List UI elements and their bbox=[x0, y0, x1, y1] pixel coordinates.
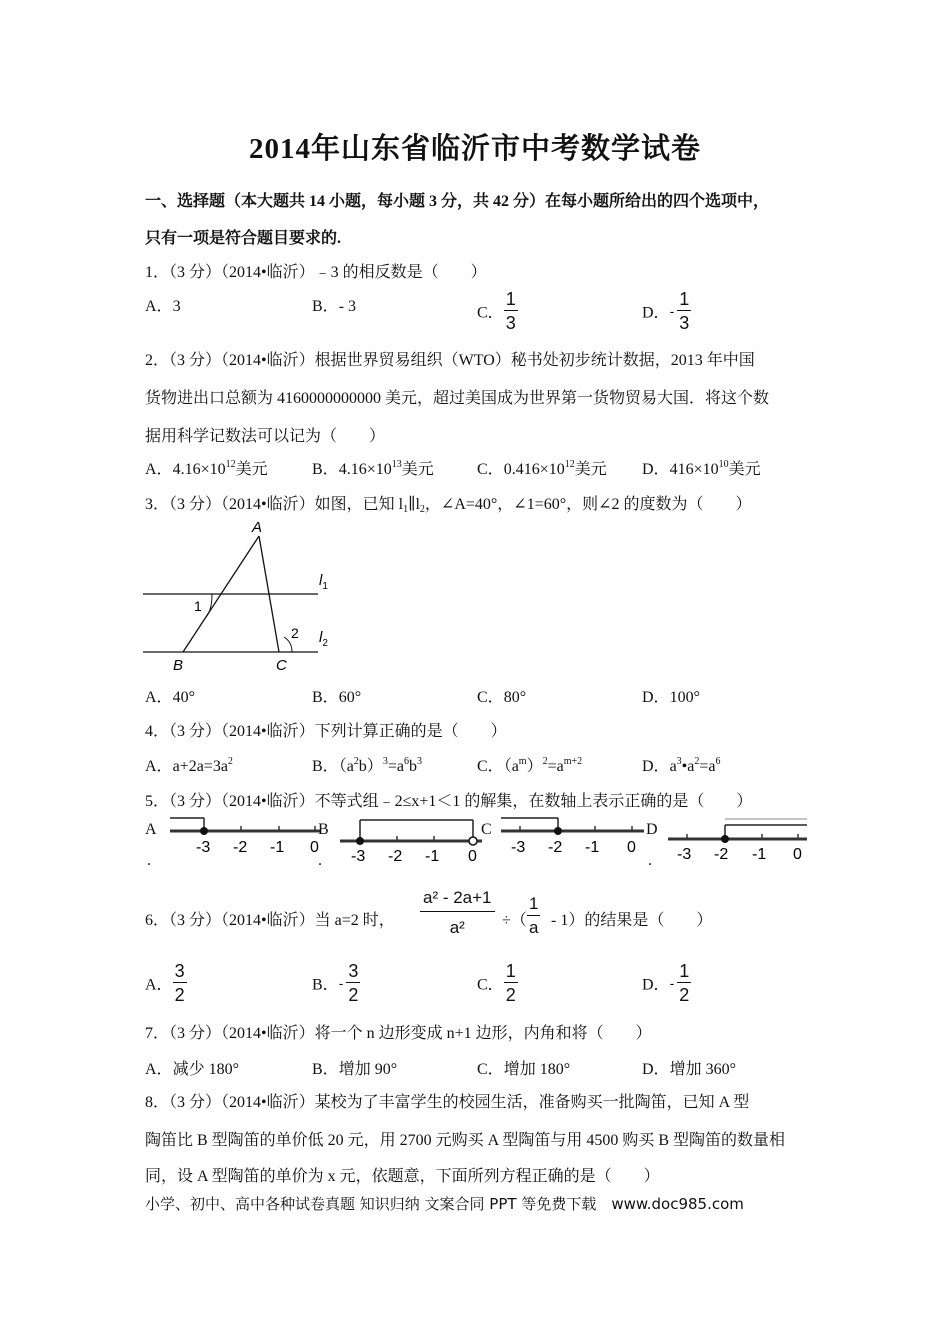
q5-option-c-label: C bbox=[481, 821, 492, 838]
q7-option-d bbox=[642, 1056, 736, 1079]
denominator: 3 bbox=[679, 313, 690, 333]
exponent: 6 bbox=[403, 756, 409, 767]
option-label: C． bbox=[477, 976, 504, 994]
fraction bbox=[346, 962, 360, 1004]
minus-sign: - bbox=[338, 975, 344, 991]
option-base: 0.416×10 bbox=[503, 461, 565, 478]
q1-stem: 1．（3 分）（2014•临沂）﹣3 的相反数是（ ） bbox=[145, 264, 487, 281]
exponent: m+2 bbox=[563, 756, 583, 767]
option-value: 增加 360° bbox=[669, 1061, 736, 1078]
label-l2: $l_2$ bbox=[319, 629, 328, 649]
q6-option-c bbox=[477, 962, 518, 1004]
expr: =a bbox=[547, 758, 564, 775]
unit: 美元 bbox=[728, 461, 761, 478]
option-label: A． bbox=[145, 976, 173, 994]
exponent: 2 bbox=[694, 756, 700, 767]
section-heading-line1: 一、选择题（本大题共 14 小题，每小题 3 分，共 42 分）在每小题所给出的四个选项中， bbox=[145, 193, 770, 210]
tick-label: -1 bbox=[425, 848, 440, 865]
q5-option-a-dot: . bbox=[147, 852, 151, 869]
tick-label: -1 bbox=[752, 846, 767, 863]
option-label: B． bbox=[312, 976, 339, 994]
q5-option-d-label: D bbox=[646, 821, 658, 838]
expr: a+2a=3a bbox=[172, 758, 228, 775]
numerator: 1 bbox=[679, 961, 690, 981]
fraction bbox=[677, 962, 691, 1004]
option-label: C． bbox=[477, 758, 504, 775]
option-label: D． bbox=[642, 304, 670, 322]
q8-stem-line1: 8．（3 分）（2014•临沂）某校为了丰富学生的校园生活，准备购买一批陶笛，已知 A 型 bbox=[145, 1094, 750, 1111]
numerator: 3 bbox=[348, 961, 359, 981]
option-label: B． bbox=[312, 689, 339, 706]
q6-option-a bbox=[145, 962, 187, 1004]
q5-number-line-d bbox=[665, 813, 810, 863]
q6-inner-fraction bbox=[527, 895, 540, 937]
q2-option-a bbox=[145, 456, 268, 479]
tick-label: -3 bbox=[196, 839, 211, 856]
q2-stem-line2: 货物进出口总额为 4160000000000 美元，超过美国成为世界第一货物贸易大国．将这个数 bbox=[145, 390, 770, 407]
numerator: 3 bbox=[174, 961, 185, 981]
q2-option-d bbox=[642, 456, 761, 479]
numerator: 1 bbox=[505, 289, 516, 309]
exponent: 3 bbox=[382, 756, 388, 767]
q5-option-d-dot: . bbox=[648, 852, 652, 869]
exponent: 13 bbox=[391, 459, 402, 470]
exponent: 2 bbox=[542, 756, 548, 767]
option-value: 减少 180° bbox=[172, 1061, 239, 1078]
option-value: - 3 bbox=[338, 298, 357, 315]
unit: 美元 bbox=[401, 461, 434, 478]
option-label: D． bbox=[642, 461, 670, 478]
hollow-dot bbox=[469, 837, 477, 845]
footer-text: 小学、初中、高中各种试卷真题 知识归纳 文案合同 PPT 等免费下载 www.doc985.com bbox=[145, 1195, 744, 1213]
option-label: A． bbox=[145, 689, 173, 706]
tick-label: -2 bbox=[714, 846, 729, 863]
solid-dot bbox=[356, 837, 364, 845]
tick-label: -2 bbox=[388, 848, 403, 865]
angle-1-arc bbox=[206, 594, 212, 617]
expr: b bbox=[408, 758, 417, 775]
option-value: 40° bbox=[172, 689, 195, 706]
q4-stem: 4．（3 分）（2014•临沂）下列计算正确的是（ ） bbox=[145, 723, 507, 740]
option-label: A． bbox=[145, 298, 173, 315]
q4-option-a bbox=[145, 753, 233, 776]
option-label: D． bbox=[642, 689, 670, 706]
exponent: 3 bbox=[416, 756, 422, 767]
tick-label: 0 bbox=[793, 846, 802, 863]
denominator: a² bbox=[449, 918, 465, 937]
q6-stem-divide: ÷（ bbox=[502, 912, 527, 929]
denominator: 3 bbox=[505, 313, 516, 333]
expr: （a bbox=[503, 758, 519, 775]
option-value: 3 bbox=[172, 298, 181, 315]
q2-option-b bbox=[312, 456, 434, 479]
option-label: A． bbox=[145, 1061, 173, 1078]
fraction bbox=[173, 962, 187, 1004]
exponent: 12 bbox=[564, 459, 575, 470]
expr: •a bbox=[681, 758, 695, 775]
fraction bbox=[504, 290, 518, 332]
stem-text: 3．（3 分）（2014•临沂）如图，已知 l bbox=[145, 496, 404, 513]
option-label: B． bbox=[312, 758, 339, 775]
numerator: 1 bbox=[679, 289, 690, 309]
tick-label: -1 bbox=[585, 839, 600, 856]
exponent: 6 bbox=[715, 756, 721, 767]
subscript: 1 bbox=[403, 504, 409, 515]
q3-option-b bbox=[312, 684, 361, 707]
q6-option-b bbox=[312, 962, 360, 1004]
q4-option-d bbox=[642, 753, 721, 776]
minus-sign: - bbox=[669, 975, 675, 991]
q8-stem-line3: 同，设 A 型陶笛的单价为 x 元，依题意，下面所列方程正确的是（ ） bbox=[145, 1168, 660, 1185]
expr: ） bbox=[526, 758, 543, 775]
subscript: 2 bbox=[419, 504, 425, 515]
tick-label: 0 bbox=[627, 839, 636, 856]
q3-geometry-figure bbox=[140, 518, 340, 676]
q2-option-c bbox=[477, 456, 607, 479]
q4-option-c bbox=[477, 753, 582, 776]
expr: =a bbox=[699, 758, 716, 775]
q2-stem-line1: 2．（3 分）（2014•临沂）根据世界贸易组织（WTO）秘书处初步统计数据，2013 年中国 bbox=[145, 352, 755, 369]
label-c: C bbox=[276, 657, 287, 674]
denominator: 2 bbox=[679, 985, 690, 1005]
q5-stem: 5．（3 分）（2014•临沂）不等式组﹣2≤x+1＜1 的解集，在数轴上表示正确的是（ ） bbox=[145, 793, 753, 810]
solid-dot bbox=[721, 835, 729, 843]
option-label: C． bbox=[477, 461, 504, 478]
q5-number-line-b bbox=[337, 815, 487, 865]
tick-label: -2 bbox=[548, 839, 563, 856]
label-angle-2: 2 bbox=[291, 625, 299, 641]
q6-main-fraction bbox=[420, 888, 495, 938]
q6-stem-intro: 6．（3 分）（2014•临沂）当 a=2 时， bbox=[145, 912, 395, 929]
expr: a bbox=[669, 758, 677, 775]
q5-option-b-label: B bbox=[318, 821, 329, 838]
q3-option-d bbox=[642, 684, 700, 707]
q3-option-c bbox=[477, 684, 526, 707]
expr: b） bbox=[358, 758, 383, 775]
q1-option-d bbox=[642, 290, 691, 332]
tick-label: -2 bbox=[233, 839, 248, 856]
option-label: D． bbox=[642, 758, 670, 775]
q1-option-c bbox=[477, 290, 518, 332]
stem-text: ，∠A=40°，∠1=60°，则∠2 的度数为（ ） bbox=[424, 496, 752, 513]
q5-number-line-c bbox=[496, 815, 646, 860]
q4-option-b bbox=[312, 753, 422, 776]
q6-stem-tail: - 1）的结果是（ ） bbox=[551, 912, 713, 929]
option-label: C． bbox=[477, 689, 504, 706]
option-base: 4.16×10 bbox=[172, 461, 226, 478]
option-value: 60° bbox=[338, 689, 362, 706]
solid-dot bbox=[200, 827, 208, 835]
label-angle-1: 1 bbox=[194, 598, 202, 614]
tick-label: -3 bbox=[351, 848, 366, 865]
q7-stem: 7．（3 分）（2014•临沂）将一个 n 边形变成 n+1 边形，内角和将（ ） bbox=[145, 1025, 652, 1042]
tick-label: -1 bbox=[270, 839, 285, 856]
expr: =a bbox=[387, 758, 404, 775]
q7-option-a bbox=[145, 1056, 239, 1079]
exponent: 3 bbox=[676, 756, 682, 767]
exponent: 2 bbox=[353, 756, 359, 767]
unit: 美元 bbox=[235, 461, 268, 478]
option-value: 100° bbox=[669, 689, 700, 706]
denominator: a bbox=[529, 918, 539, 937]
tick-label: 0 bbox=[468, 848, 477, 865]
label-a: A bbox=[252, 519, 263, 536]
denominator: 2 bbox=[505, 985, 516, 1005]
q3-stem bbox=[145, 491, 752, 514]
option-label: D． bbox=[642, 1061, 670, 1078]
stem-text: ∥l bbox=[408, 496, 420, 513]
option-label: A． bbox=[145, 461, 173, 478]
tick-label: -3 bbox=[511, 839, 526, 856]
denominator: 2 bbox=[348, 985, 359, 1005]
tick-label: 0 bbox=[310, 839, 319, 856]
exponent: 12 bbox=[225, 459, 236, 470]
exponent: m bbox=[518, 756, 527, 767]
numerator: 1 bbox=[527, 895, 540, 916]
page-title: 2014年山东省临沂市中考数学试卷 bbox=[248, 133, 701, 165]
option-label: B． bbox=[312, 461, 339, 478]
option-label: B． bbox=[312, 298, 339, 315]
option-label: B． bbox=[312, 1061, 339, 1078]
option-value: 增加 90° bbox=[338, 1061, 398, 1078]
section-heading-line2: 只有一项是符合题目要求的. bbox=[145, 230, 342, 247]
exponent: 2 bbox=[227, 756, 233, 767]
exponent: 10 bbox=[718, 459, 729, 470]
option-label: C． bbox=[477, 1061, 504, 1078]
denominator: 2 bbox=[174, 985, 185, 1005]
q5-option-a-label: A bbox=[145, 821, 157, 838]
option-label: D． bbox=[642, 976, 670, 994]
expr: （a bbox=[338, 758, 354, 775]
tick-label: -3 bbox=[677, 846, 692, 863]
option-value: 80° bbox=[503, 689, 527, 706]
numerator: 1 bbox=[505, 961, 516, 981]
q2-stem-line3: 据用科学记数法可以记为（ ） bbox=[145, 428, 386, 445]
label-l1: $l_1$ bbox=[319, 572, 328, 592]
q8-stem-line2: 陶笛比 B 型陶笛的单价低 20 元，用 2700 元购买 A 型陶笛与用 4500 购买 B 型陶笛的数量相 bbox=[145, 1132, 786, 1149]
unit: 美元 bbox=[574, 461, 607, 478]
q5-number-line-a bbox=[160, 815, 325, 860]
q7-option-c bbox=[477, 1056, 570, 1079]
solid-dot bbox=[554, 827, 562, 835]
label-b: B bbox=[173, 657, 184, 674]
q6-option-d bbox=[642, 962, 691, 1004]
fraction bbox=[504, 962, 518, 1004]
q7-option-b bbox=[312, 1056, 397, 1079]
numerator: a² - 2a+1 bbox=[420, 888, 495, 912]
q1-option-b bbox=[312, 293, 356, 316]
q5-option-b-dot: . bbox=[318, 852, 322, 869]
option-base: 416×10 bbox=[669, 461, 719, 478]
q3-option-a bbox=[145, 684, 195, 707]
minus-sign: - bbox=[669, 303, 675, 319]
q1-option-a bbox=[145, 293, 181, 316]
option-value: 增加 180° bbox=[503, 1061, 571, 1078]
option-base: 4.16×10 bbox=[338, 461, 392, 478]
option-label: A． bbox=[145, 758, 173, 775]
fraction bbox=[677, 290, 691, 332]
option-label: C． bbox=[477, 304, 504, 322]
